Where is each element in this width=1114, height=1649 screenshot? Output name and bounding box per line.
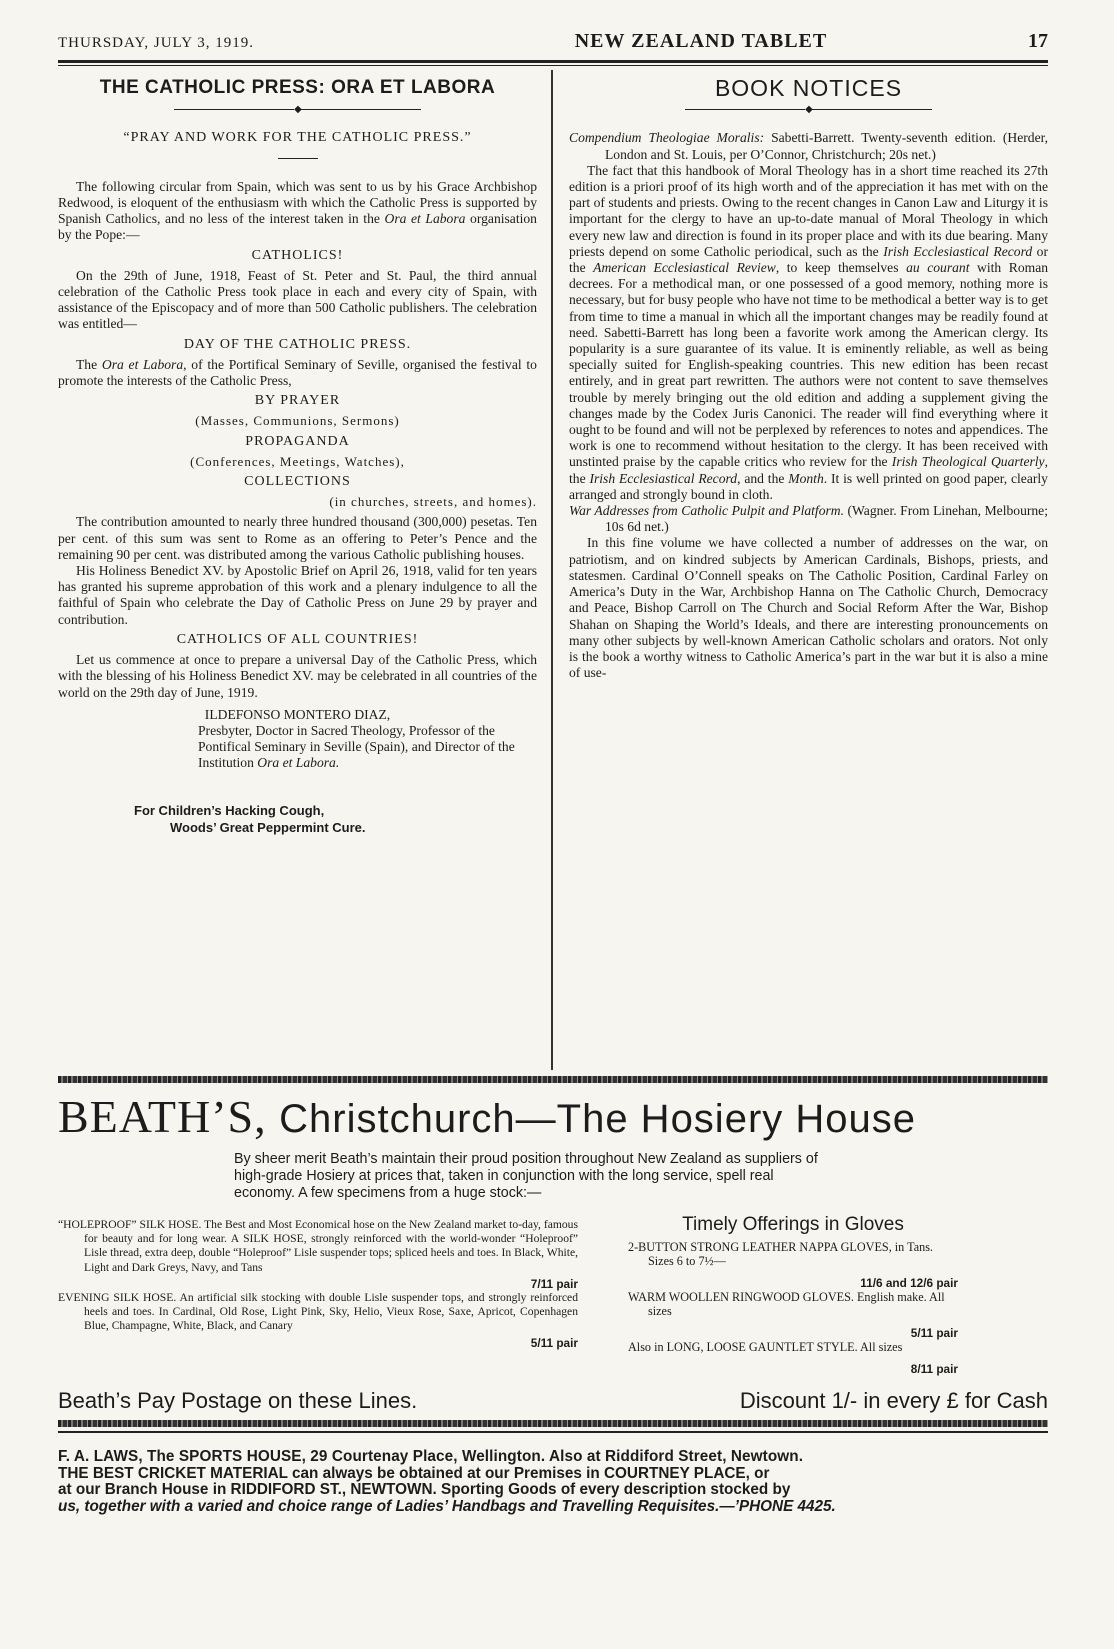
ornamental-band [58,1076,1048,1083]
hosiery-item: “HOLEPROOF” SILK HOSE. The Best and Most Economical hose on the New Zealand market to-day, famous for beauty and for long wear. A SILK HOSE, strongly reinforced with the world-wonder “Holeproof” Lisle thread, extra deep, double “Holeproof” Lisle suspender tops; spliced heels and toes. In Black, White, Light and Dark Greys, Navy, and Tans [58,1218,578,1274]
paragraph: Let us commence at once to prepare a universal Day of the Catholic Press, which with the blessing of his Holiness Benedict XV. may be celebrated in all countries of the world on the 29th day of June, 1919. [58,652,537,700]
glove-item: 2-BUTTON STRONG LEATHER NAPPA GLOVES, in Tans. Sizes 6 to 7½— [628,1240,933,1268]
item-price: 8/11 pair [910,1362,958,1376]
masthead-title: NEW ZEALAND TABLET [574,30,828,52]
day-heading: DAY OF THE CATHOLIC PRESS. [183,336,412,352]
signatory-name: ILDEFONSO MONTERO DIAZ, [204,706,391,722]
ad-line: at our Branch House in RIDDIFORD ST., NEWTOWN. Sporting Goods of every description stocked by [58,1481,791,1498]
paragraph: His Holiness Benedict XV. by Apostolic Brief on April 26, 1918, valid for ten years has granted his supreme approbation of this work and a plenary indulgence to all the faithful of Spain who celebrate the Day of Catholic Press on June 29 by prayer and contribution. [58,563,537,627]
issue-date: THURSDAY, JULY 3, 1919. [58,35,254,51]
ornament-divider: ◆ [58,102,537,118]
item-price: 7/11 pair [530,1276,578,1291]
ad-intro: By sheer merit Beath’s maintain their proud position throughout New Zealand as suppliers of high-grade Hosiery at prices that, taken in conjunction with the long service, spell real economy. A few specimens from a huge stock:— [234,1151,818,1201]
page-header [58,30,1048,58]
ad-line: THE BEST CRICKET MATERIAL can always be obtained at our Premises in COURTNEY PLACE, or [58,1464,770,1482]
gloves-listings [628,1214,958,1376]
article-heading: THE CATHOLIC PRESS: ORA ET LABORA [99,77,496,98]
beath-advertisement [58,1091,1048,1414]
hosiery-listings [58,1218,578,1376]
in-churches-line: (in churches, streets, and homes). [329,494,537,510]
book-review: The fact that this handbook of Moral Theology has in a short time reached its 27th edition is a priori proof of its high worth and of the appreciation it has met with on the part of students and priests. Owing to the recent changes in Canon Law and Liturgy it is important for the clergy to have an up-to-date manual of Moral Theology in which every new law and direction is found in its proper place and with its due bearing. Many priests depend on some Catholic periodical, such as the Irish Ecclesiastical Record or the American Ecclesiastical Review, to keep themselves au courant with Roman decrees. For a methodical man, or one possessed of a good memory, nothing more is necessary, but for busy people who have not time to be methodical a better way is to get from time to time a manual in which all the important changes may be readily found at need. Sabetti-Barrett has long been a favorite work among the American clergy. Its popularity is a sure guarantee of its value. It is eminently reliable, as well as being specially suited for English-speaking countries. This new edition has been recast entirely, and in great part rewritten. The authors were not content to save themselves trouble by merely bringing out the old edition and adding a supplement giving the changes made by the Codex Juris Canonici. The reader will find everything where it ought to be found and will not be perplexed by references to notes and appendices. The work is one to recommend without hesitation to the clergy. It has been received with unstinted praise by the capable critics who review for the Irish Theological Quarterly, the Irish Ecclesiastical Record, and the Month. It is well printed on good paper, clearly arranged and strongly bound in cloth. [569,162,1049,502]
ad-line: us, together with a varied and choice range of Ladies’ Handbags and Travelling Requisites.—’PHONE 4425. [58,1497,836,1515]
book-entry-header: Compendium Theologiae Moralis: Sabetti-Barrett. Twenty-seventh edition. (Herder, London and St. Louis, per O’Connor, Christchurch; 20s net.) [569,130,1048,162]
glove-item: Also in LONG, LOOSE GAUNTLET STYLE. All sizes [628,1340,903,1354]
collections-heading: COLLECTIONS [244,474,351,490]
paragraph: The contribution amounted to nearly three hundred thousand (300,000) pesetas. Ten per cent. of this sum was sent to Rome as an offering to Peter’s Pence and the remaining 90 per cent. was distributed among the various Catholic publishing houses. [58,514,537,562]
article-columns [58,70,1048,1070]
intro-paragraph: The following circular from Spain, which was sent to us by his Grace Archbishop Redwood, is eloquent of the enthusiasm with which the Catholic Press is supported by Spanish Catholics, and no less of the interest taken in the Ora et Labora organisation by the Pope:— [58,178,537,243]
glove-item: WARM WOOLLEN RINGWOOD GLOVES. English make. All sizes [628,1290,945,1318]
section-heading: BOOK NOTICES [714,75,903,101]
catholic-press-article [58,70,551,1070]
paragraph: On the 29th of June, 1918, Feast of St. Peter and St. Paul, the third annual celebration of the Catholic Press took place in each and every city of Spain, with assistance of the Episcopacy and of more than 500 Catholic publishers. The celebration was entitled— [58,267,537,332]
propaganda-heading: PROPAGANDA [245,433,350,449]
article-subtitle: “PRAY AND WORK FOR THE CATHOLIC PRESS.” [123,130,472,146]
ad-line: F. A. LAWS, The SPORTS HOUSE, 29 Courtenay Place, Wellington. Also at Riddiford Street, Newtown. [58,1448,804,1465]
book-notices-section [553,70,1048,1070]
item-price: 5/11 pair [530,1335,578,1350]
hosiery-item: EVENING SILK HOSE. An artificial silk stocking with double Lisle suspender tops, and strongly reinforced heels and toes. In Cardinal, Old Rose, Light Pink, Sky, Helio, Vieux Rose, Saxe, Apricot, Copenhagen Blue, Champagne, White, Black, and Canary [58,1291,578,1333]
item-price: 5/11 pair [910,1326,958,1340]
postage-note: Beath’s Pay Postage on these Lines. [58,1388,418,1413]
header-rule [58,60,1048,66]
page-number: 17 [1027,30,1048,52]
ornament-divider: ◆ [569,102,1048,118]
ad-columns [58,1214,1048,1376]
masses-line: (Masses, Communions, Sermons) [195,413,400,429]
catholics-heading: CATHOLICS! [251,247,344,263]
newspaper-page [58,30,1048,1515]
gloves-heading: Timely Offerings in Gloves [682,1214,904,1235]
ornamental-band [58,1420,1048,1427]
divider-rule [58,1431,1048,1433]
ad-headline: BEATH’S, Christchurch—The Hosiery House [58,1091,916,1142]
conferences-line: (Conferences, Meetings, Watches), [190,453,405,469]
paragraph: The Ora et Labora, of the Portifical Seminary of Seville, organised the festival to promote the interests of the Catholic Press, [58,356,537,389]
book-entry-header: War Addresses from Catholic Pulpit and Platform. (Wagner. From Linehan, Melbourne; 10s 6d net.) [569,503,1048,535]
short-rule [58,151,537,167]
all-countries-heading: CATHOLICS OF ALL COUNTRIES! [176,631,419,647]
by-prayer-heading: BY PRAYER [254,393,341,409]
signatory-title: Presbyter, Doctor in Sacred Theology, Professor of the Pontifical Seminary in Seville (Spain), and Director of the Institution Ora et Labora. [198,722,515,771]
laws-advertisement [58,1449,1048,1515]
book-review: In this fine volume we have collected a number of addresses on the war, on patriotism, and on kindred subjects by American Cardinals, Bishops, priests, and statesmen. Cardinal O’Connell speaks on The Catholic Position, Cardinal Farley on America’s Duty in the War, Archbishop Hanna on The Catholic Church, Democracy and Peace, Bishop Carroll on The Church and Social Reform After the War, Bishop Shahan on Shaping the World’s Ideals, and there are interesting pronouncements on many other subjects by well-known American Catholic scholars and orators. Not only is the book a worthy witness to Catholic America’s part in the war but it is also a mine of use- [569,535,1048,681]
cough-cure-ad: For Children’s Hacking Cough, Woods’ Great Peppermint Cure. [134,802,366,835]
item-price: 11/6 and 12/6 pair [860,1276,958,1290]
discount-note: Discount 1/- in every £ for Cash [739,1388,1048,1413]
ad-footer [58,1388,1048,1414]
